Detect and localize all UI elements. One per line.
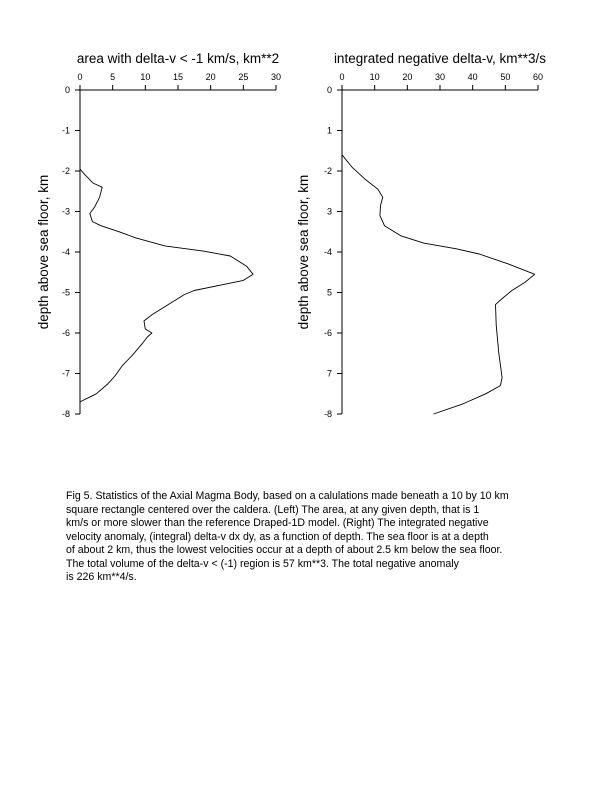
x-tick-label: 5 (110, 72, 116, 82)
y-tick-label: 7 (326, 368, 332, 379)
y-tick-label: -8 (323, 409, 332, 419)
y-tick-label: 0 (64, 85, 70, 95)
caption-line: square rectangle centered over the caldera. (Left) The area, at any given depth, that is 1 (66, 503, 480, 516)
x-tick-label: 0 (339, 72, 345, 82)
y-tick-label: -4 (61, 247, 70, 257)
x-tick-label: 20 (205, 72, 216, 82)
chart-title: area with delta-v < -1 km/s, km**2 (76, 51, 280, 66)
y-axis-label: depth above sea floor, km (36, 174, 51, 330)
x-tick-label: 20 (402, 72, 413, 82)
caption-line: Fig 5. Statistics of the Axial Magma Body, based on a calulations made beneath a 10 by 10 km (66, 490, 509, 502)
y-tick-label: -6 (61, 328, 70, 338)
x-tick-label: 30 (270, 72, 282, 82)
x-tick-label: 10 (140, 72, 151, 82)
y-tick-label: -7 (61, 368, 70, 379)
caption-line: The total volume of the delta-v < (-1) region is 57 km**3. The total negative anomaly (66, 557, 459, 570)
x-tick-label: 15 (172, 72, 184, 82)
y-axis-label: depth above sea floor, km (296, 174, 311, 330)
caption-line: velocity anomaly, (integral) delta-v dx dy, as a function of depth. The sea floor is at a depth (66, 530, 489, 543)
y-tick-label: -2 (323, 166, 332, 176)
y-tick-label: -1 (61, 125, 70, 136)
caption-line: km/s or more slower than the reference Draped-1D model. (Right) The integrated negative (66, 517, 489, 529)
x-tick-label: 50 (500, 72, 511, 82)
caption-line: is 226 km**4/s. (66, 571, 137, 583)
series-line (80, 169, 253, 402)
y-tick-label: 1 (326, 125, 332, 136)
x-tick-label: 40 (467, 72, 478, 82)
x-tick-label: 25 (238, 72, 249, 82)
x-tick-label: 10 (369, 72, 380, 82)
y-tick-label: 3 (326, 206, 332, 217)
y-tick-label: -8 (61, 409, 70, 419)
series-line (342, 155, 535, 414)
y-tick-label: -4 (323, 247, 332, 257)
right-panel-integrated-chart (296, 51, 546, 419)
y-tick-label: -2 (61, 166, 70, 176)
x-tick-label: 30 (434, 72, 446, 82)
caption-line: of about 2 km, thus the lowest velocities occur at a depth of about 2.5 km below the sea floor. (66, 544, 503, 556)
y-tick-label: 5 (326, 287, 332, 298)
y-tick-label: -6 (323, 328, 332, 338)
y-tick-label: -5 (61, 287, 70, 298)
left-panel-area-chart (36, 51, 281, 419)
x-tick-label: 60 (532, 72, 544, 82)
figure-caption (66, 490, 586, 585)
x-tick-label: 0 (77, 72, 83, 82)
y-tick-label: -3 (61, 206, 70, 217)
chart-title: integrated negative delta-v, km**3/s (333, 51, 547, 66)
y-tick-label: 0 (326, 85, 332, 95)
